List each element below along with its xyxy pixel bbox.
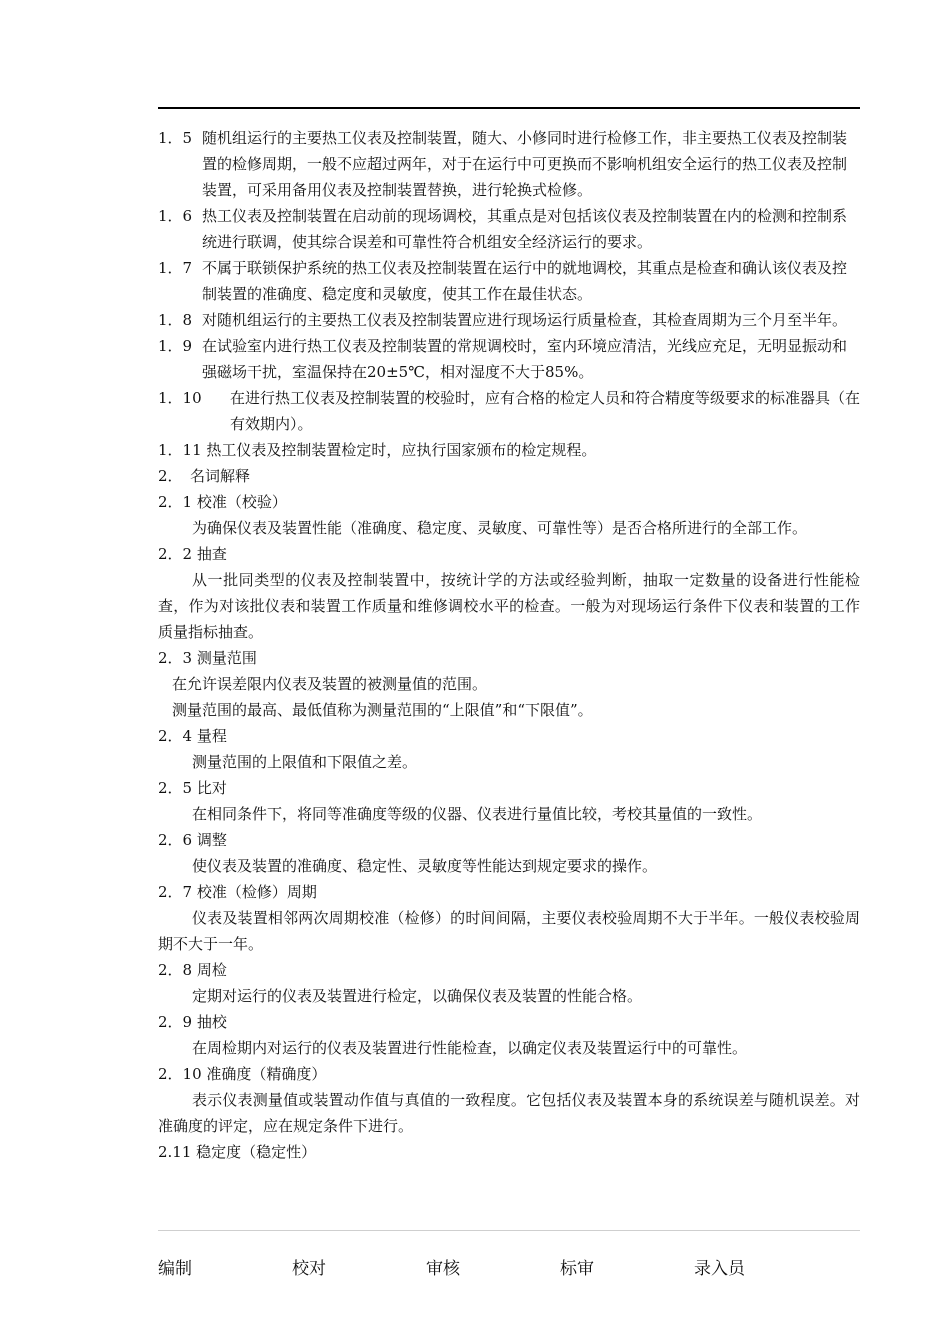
term-2-1-body: 为确保仪表及装置性能（准确度、稳定度、灵敏度、可靠性等）是否合格所进行的全部工作。 <box>192 519 808 537</box>
header-rule <box>158 107 860 109</box>
clause-text: 热工仪表及控制装置在启动前的现场调校，其重点是对包括该仪表及控制装置在内的检测和控制系统进行联调，使其综合误差和可靠性符合机组安全经济运行的要求。 <box>202 207 848 251</box>
clause-text: 在进行热工仪表及控制装置的校验时，应有合格的检定人员和符合精度等级要求的标准器具（在有效期内）。 <box>230 389 861 433</box>
term-2-4-heading: 2．4 量程 <box>158 727 227 745</box>
document-body <box>158 125 860 1165</box>
term-2-5-heading: 2．5 比对 <box>158 779 227 797</box>
footer-rule <box>158 1230 860 1231</box>
term-2-5-body: 在相同条件下，将同等准确度等级的仪器、仪表进行量值比较，考校其量值的一致性。 <box>192 805 763 823</box>
term-2-2-body: 从一批同类型的仪表及控制装置中，按统计学的方法或经验判断，抽取一定数量的设备进行性能检查，作为对该批仪表和装置工作质量和维修调校水平的检查。一般为对现场运行条件下仪表和装置的工作质量指标抽查。 <box>158 571 860 641</box>
clause-1-5 <box>158 125 860 203</box>
clause-text: 在试验室内进行热工仪表及控制装置的常规调校时，室内环境应清洁，光线应充足，无明显振动和强磁场干扰，室温保持在20±5℃，相对湿度不大于85%。 <box>202 337 848 381</box>
footer-proofread-label: 校对 <box>292 1259 326 1279</box>
section-2-heading: 2． 名词解释 <box>158 467 251 485</box>
term-2-3-body-2: 测量范围的最高、最低值称为测量范围的“上限值”和“下限值”。 <box>172 701 593 719</box>
footer-standard-review-label: 标审 <box>560 1259 594 1279</box>
term-2-3-body-1: 在允许误差限内仪表及装置的被测量值的范围。 <box>172 675 488 693</box>
term-2-4-body: 测量范围的上限值和下限值之差。 <box>192 753 418 771</box>
clause-text: 对随机组运行的主要热工仪表及控制装置应进行现场运行质量检查，其检查周期为三个月至半年。 <box>202 311 848 329</box>
clause-text: 不属于联锁保护系统的热工仪表及控制装置在运行中的就地调校，其重点是检查和确认该仪表及控制装置的准确度、稳定度和灵敏度，使其工作在最佳状态。 <box>202 259 848 303</box>
clause-1-8 <box>158 307 860 333</box>
term-2-7-body: 仪表及装置相邻两次周期校准（检修）的时间间隔，主要仪表校验周期不大于半年。一般仪表校验周期不大于一年。 <box>158 909 860 953</box>
clause-1-11: 1．11 热工仪表及控制装置检定时，应执行国家颁布的检定规程。 <box>158 441 597 459</box>
clause-1-6 <box>158 203 860 255</box>
term-2-2-heading: 2．2 抽查 <box>158 545 227 563</box>
term-2-10-body: 表示仪表测量值或装置动作值与真值的一致程度。它包括仪表及装置本身的系统误差与随机误差。对准确度的评定，应在规定条件下进行。 <box>158 1091 860 1135</box>
term-2-10-heading: 2．10 准确度（精确度） <box>158 1065 327 1083</box>
term-2-6-heading: 2．6 调整 <box>158 831 227 849</box>
term-2-3-heading: 2．3 测量范围 <box>158 649 257 667</box>
term-2-8-heading: 2．8 周检 <box>158 961 227 979</box>
clause-1-10 <box>158 385 860 437</box>
term-2-11-heading: 2.11 稳定度（稳定性） <box>158 1143 317 1161</box>
footer-entry-clerk-label: 录入员 <box>694 1259 745 1279</box>
clause-number: 1．10 <box>158 389 202 407</box>
clause-number: 1．7 <box>158 259 193 277</box>
clause-number: 1．5 <box>158 129 193 147</box>
footer-review-label: 审核 <box>426 1259 460 1279</box>
term-2-8-body: 定期对运行的仪表及装置进行检定，以确保仪表及装置的性能合格。 <box>192 987 643 1005</box>
signature-footer <box>158 1254 860 1282</box>
clause-number: 1．9 <box>158 337 193 355</box>
clause-1-9 <box>158 333 860 385</box>
clause-number: 1．8 <box>158 311 193 329</box>
term-2-7-heading: 2．7 校准（检修）周期 <box>158 883 317 901</box>
term-2-1-heading: 2．1 校准（校验） <box>158 493 287 511</box>
clause-number: 1．6 <box>158 207 193 225</box>
term-2-9-heading: 2．9 抽校 <box>158 1013 227 1031</box>
footer-compile-label: 编制 <box>158 1259 192 1279</box>
term-2-6-body: 使仪表及装置的准确度、稳定性、灵敏度等性能达到规定要求的操作。 <box>192 857 658 875</box>
term-2-9-body: 在周检期内对运行的仪表及装置进行性能检查，以确定仪表及装置运行中的可靠性。 <box>192 1039 748 1057</box>
clause-text: 随机组运行的主要热工仪表及控制装置，随大、小修同时进行检修工作，非主要热工仪表及控制装置的检修周期，一般不应超过两年，对于在运行中可更换而不影响机组安全运行的热工仪表及控制装置，可采用备用仪表及控制装置替换，进行轮换式检修。 <box>202 129 848 199</box>
clause-1-7 <box>158 255 860 307</box>
